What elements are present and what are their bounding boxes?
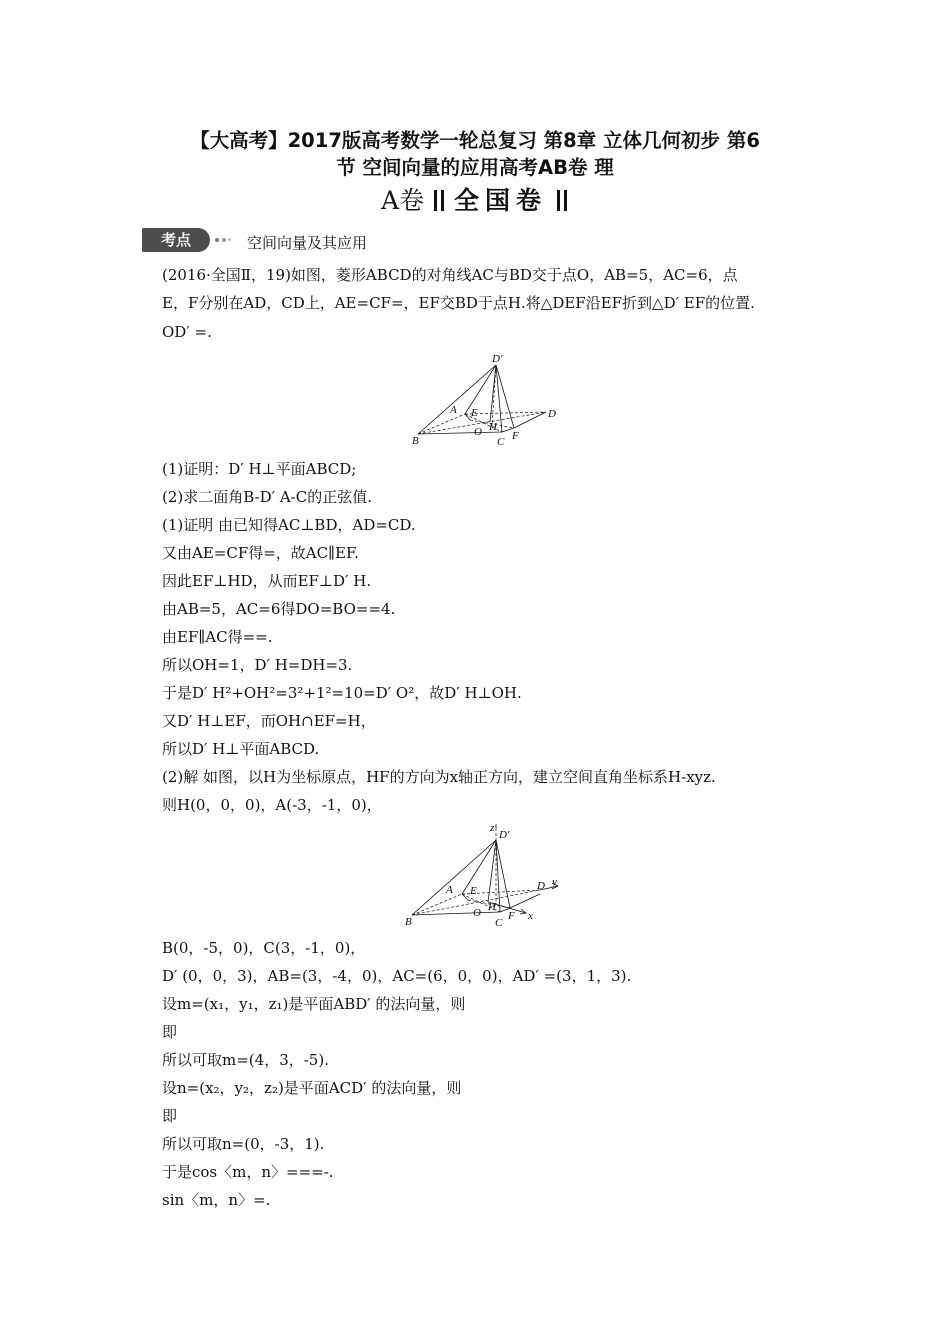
fig2-label-d-prime: D′ [499, 829, 510, 841]
text-line: 则H(0，0，0)，A(-3，-1，0)， [162, 796, 382, 814]
fig2-label-h: H [488, 901, 496, 913]
text-line: OD′ =. [162, 323, 212, 341]
badge-dot-icon [222, 238, 226, 242]
fig1-label-d-prime: D′ [492, 353, 503, 365]
fig1-label-f: F [512, 430, 519, 442]
text-line: 设m=(x₁，y₁，z₁)是平面ABD′ 的法向量，则 [162, 995, 466, 1013]
text-line: 所以可取m=(4，3，-5). [162, 1051, 329, 1069]
fig2-label-y: y [552, 876, 557, 888]
text-line: sin〈m，n〉=. [162, 1191, 271, 1209]
fig2-label-o: O [473, 907, 481, 919]
text-line: 因此EF⊥HD，从而EF⊥D′ H. [162, 572, 372, 590]
text-line: 于是D′ H²+OH²=3²+1²=10=D′ O²，故D′ H⊥OH. [162, 684, 522, 702]
pyramid-figure-2 [400, 820, 570, 930]
text-line: (2016·全国Ⅱ，19)如图，菱形ABCD的对角线AC与BD交于点O，AB=5，AC=6，点 [162, 266, 738, 284]
fig2-label-b: B [405, 916, 412, 928]
document-title [150, 127, 800, 181]
section-heading [0, 181, 950, 217]
fig1-label-b: B [412, 435, 419, 447]
fig2-label-e: E [470, 885, 477, 897]
text-line: 于是cos〈m，n〉===-. [162, 1163, 334, 1181]
section-bar-right-2 [564, 190, 567, 211]
text-line: 设n=(x₂，y₂，z₂)是平面ACD′ 的法向量，则 [162, 1079, 462, 1097]
text-line: D′ (0，0，3)，AB=(3，-4，0)，AC=(6，0，0)，AD′ =(3，1，3). [162, 967, 632, 985]
fig2-label-c: C [495, 917, 503, 929]
fig2-label-d: D [537, 880, 545, 892]
badge-dot-icon [228, 238, 231, 241]
fig1-label-o: O [474, 426, 482, 438]
text-line: (2)解 如图，以H为坐标原点，HF的方向为x轴正方向，建立空间直角坐标系H-xyz. [162, 768, 716, 786]
text-line: 所以OH=1，D′ H=DH=3. [162, 656, 353, 674]
section-bar-left-2 [441, 190, 444, 211]
title-line-1: 【大高考】2017版高考数学一轮总复习 第8章 立体几何初步 第6 [190, 129, 760, 152]
text-line: (2)求二面角B-D′ A-C的正弦值. [162, 488, 372, 506]
fig2-label-a: A [446, 884, 453, 896]
text-line: B(0，-5，0)，C(3，-1，0)， [162, 939, 366, 957]
section-scope: 全国卷 [454, 186, 548, 215]
fig1-label-c: C [497, 436, 505, 448]
text-line: 由AB=5，AC=6得DO=BO==4. [162, 600, 396, 618]
fig2-label-x: x [528, 910, 533, 922]
section-bar-left [434, 190, 437, 211]
text-line: (1)证明 由已知得AC⊥BD，AD=CD. [162, 516, 416, 534]
text-line: 又D′ H⊥EF，而OH∩EF=H， [162, 712, 376, 730]
fig1-label-a: A [450, 404, 457, 416]
badge-dot-icon [215, 238, 219, 242]
fig1-label-e: E [471, 407, 478, 419]
text-line: (1)证明：D′ H⊥平面ABCD; [162, 460, 357, 478]
text-line: 即 [162, 1107, 178, 1125]
text-line: 所以可取n=(0，-3，1). [162, 1135, 325, 1153]
kaodian-label: 考点 [142, 228, 210, 252]
topic-title: 空间向量及其应用 [247, 234, 368, 252]
fig2-label-z: z [490, 822, 495, 834]
title-line-2: 节 空间向量的应用高考AB卷 理 [336, 156, 614, 179]
text-line: 即 [162, 1023, 178, 1041]
pyramid-figure-1 [410, 350, 560, 448]
fig1-label-d: D [548, 408, 556, 420]
section-juan: A卷 [381, 186, 425, 215]
kaodian-badge [142, 226, 230, 254]
fig2-label-f: F [508, 910, 515, 922]
fig1-label-h: H [489, 421, 497, 433]
text-line: 由EF∥AC得==. [162, 628, 273, 646]
text-line: E，F分别在AD，CD上，AE=CF=，EF交BD于点H.将△DEF沿EF折到△D′ EF的位置. [162, 294, 755, 312]
section-bar-right [557, 190, 560, 211]
text-line: 又由AE=CF得=，故AC∥EF. [162, 544, 359, 562]
text-line: 所以D′ H⊥平面ABCD. [162, 740, 320, 758]
